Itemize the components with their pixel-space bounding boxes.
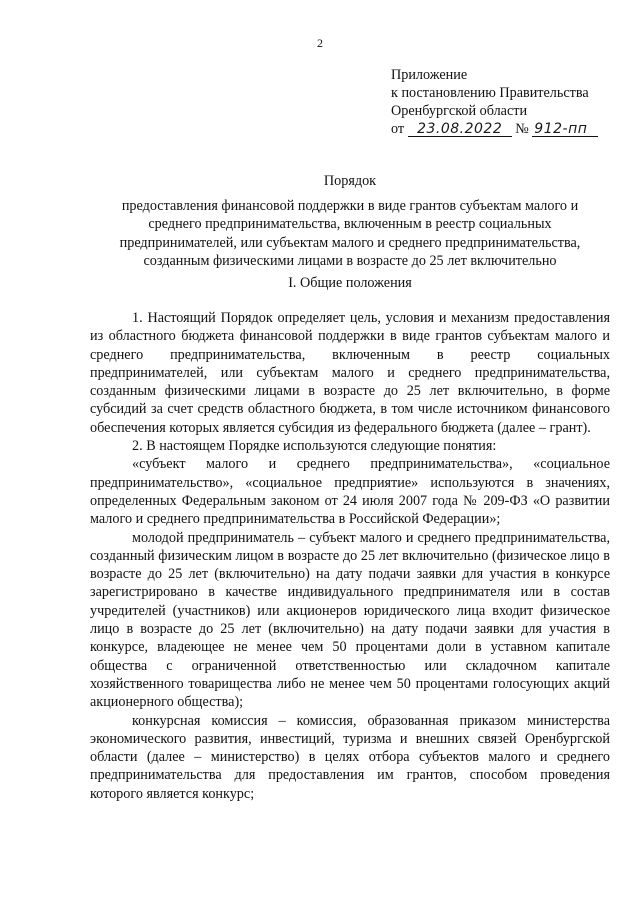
paragraph-2: 2. В настоящем Порядке используются следующие понятия: xyxy=(132,438,497,455)
section-heading: I. Общие положения xyxy=(288,275,412,291)
appendix-date-number-line xyxy=(391,120,598,138)
title-line: предпринимателей, или субъектам малого и среднего предпринимательства, xyxy=(119,234,581,251)
title-heading: Порядок xyxy=(323,173,377,189)
appendix-title: Приложение xyxy=(391,67,468,83)
handwritten-number: 912-пп xyxy=(532,122,598,137)
handwritten-date: 23.08.2022 xyxy=(408,122,512,137)
paragraph-definition-sme: «субъект малого и среднего предпринимательства», «социальное предпринимательство», «социальное предприятие» используются в значениях, определенных Федеральным законом от 24 июля 2007 года № 209-ФЗ «О развитии малого и среднего предпринимательства в Российской Федерации»; xyxy=(90,456,610,528)
title-line: созданным физическими лицами в возрасте до 25 лет включительно xyxy=(143,253,557,269)
paragraph-definition-commission: конкурсная комиссия – комиссия, образованная приказом министерства экономического развития, инвестиций, туризма и внешних связей Оренбургской области (далее – министерство) в целях отбора субъектов малого и среднего предпринимательства для предоставления им грантов, способом проведения которого является конкурс; xyxy=(90,712,610,802)
document-body xyxy=(90,309,610,803)
paragraph-1: 1. Настоящий Порядок определяет цель, условия и механизм предоставления из областного бюджета финансовой поддержки в виде грантов субъектам малого и среднего предпринимательства, включенным в реестр социальных предпринимателей, или субъектам малого и среднего предпринимательства, созданным физическими лицами в возрасте до 25 лет включительно, в форме субсидий за счет средств областного бюджета, в том числе источником финансового обеспечения которых является субсидия из федерального бюджета (далее – грант). xyxy=(90,310,610,436)
appendix-block xyxy=(391,66,598,138)
title-line: среднего предпринимательства, включенным в реестр социальных xyxy=(148,216,552,232)
title-line: предоставления финансовой поддержки в виде грантов субъектам малого и xyxy=(121,197,579,214)
page-number: 2 xyxy=(317,36,323,50)
document-title xyxy=(90,172,610,271)
paragraph-definition-young-entrepreneur: молодой предприниматель – субъект малого и среднего предпринимательства, созданный физическим лицом в возрасте до 25 лет включительно (физическое лицо в возрасте до 25 лет (включительно) на дату подачи заявки для участия в конкурсе зарегистрировано в качестве индивидуального предпринимателя или в состав учредителей (участников) или акционеров юридического лица входит физическое лицо в возрасте до 25 лет (включительно) на дату подачи заявки для участия в конкурсе, владеющее не менее чем 50 процентами доли в уставном капитале общества с ограниченной ответственностью или складочном капитале хозяйственного товарищества либо не менее чем 50 процентами голосующих акций акционерного общества); xyxy=(90,529,610,711)
date-prefix: от xyxy=(391,121,405,137)
number-prefix: № xyxy=(515,121,529,137)
appendix-line-resolution: к постановлению Правительства xyxy=(391,85,589,101)
appendix-line-region: Оренбургской области xyxy=(391,103,528,119)
